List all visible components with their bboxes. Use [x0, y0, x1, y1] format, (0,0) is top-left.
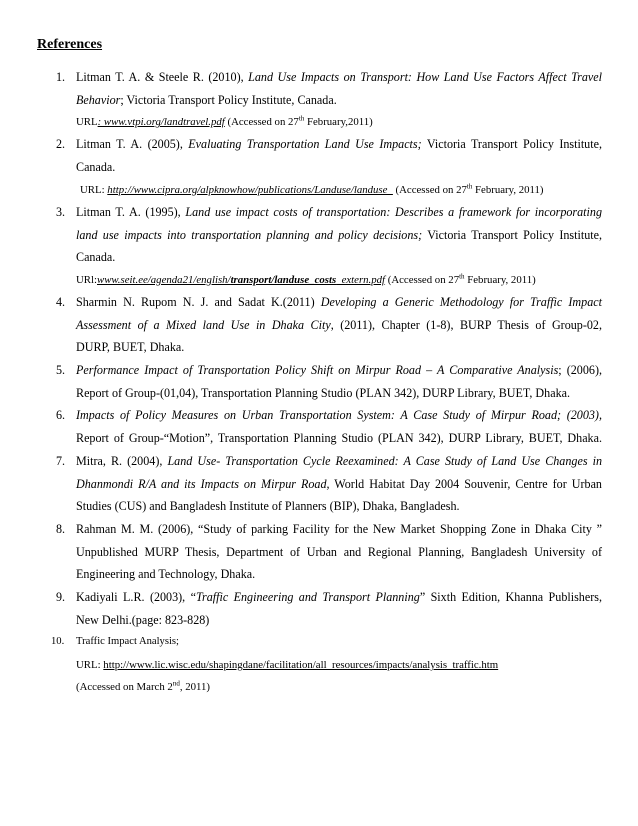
reference-title: Traffic Impact Analysis; [76, 636, 179, 648]
url-label: URL [76, 116, 98, 129]
reference-publisher-cont: New Delhi.(page: 823-828) [76, 612, 210, 627]
reference-authors: Kadiyali L.R. (2003), “ [76, 590, 196, 605]
reference-title-cont: land use impacts into transportation planning and policy decisions; [76, 227, 423, 242]
reference-title: Land use impact costs of transportation: Describes a framework for incorporating [185, 204, 602, 219]
reference-number: 3. [56, 204, 66, 219]
url-label: URL: [76, 659, 104, 672]
reference-title: Performance Impact of Transportation Policy Shift on Mirpur Road – A Comparative Analysis [76, 363, 559, 378]
reference-publisher: Report of Group-(01,04), Transportation Planning Studio (PLAN 342), DURP Library, BUET, Dhaka. [76, 385, 571, 400]
reference-year: ; (2006), [558, 363, 602, 378]
reference-number: 1. [56, 70, 66, 84]
reference-title-cont: Dhanmondi R/A and its Impacts on Mirpur Road, [76, 476, 330, 491]
ordinal-suffix: th [466, 182, 473, 191]
reference-publisher: Victoria Transport Policy Institute, [421, 137, 602, 152]
reference-title: Traffic Engineering and Transport Planning [195, 590, 420, 605]
accessed-date: (Accessed on 27 [392, 183, 467, 196]
reference-item-7 [0, 450, 638, 518]
reference-publisher: World Habitat Day 2004 Souvenir, Centre for Urban [329, 476, 602, 491]
reference-number: 7. [56, 453, 66, 468]
accessed-date: (Accessed on March 2 [76, 681, 173, 694]
reference-item-3 [0, 201, 638, 291]
reference-item-2 [0, 133, 638, 200]
reference-title-cont: Behavior [76, 92, 121, 107]
reference-authors: Litman T. A. (2005), [76, 137, 189, 152]
url-label: URL: [80, 183, 108, 196]
reference-title: Developing a Generic Methodology for Traffic Impact [320, 294, 602, 309]
reference-item-5 [0, 359, 638, 404]
reference-publisher-cont: DURP, BUET, Dhaka. [76, 340, 185, 355]
reference-item-10 [0, 631, 638, 698]
reference-publisher-cont: Studies (CUS) and Bangladesh Institute of Planners (BIP), Dhaka, Bangladesh. [76, 499, 460, 514]
accessed-date-cont: , 2011) [179, 681, 211, 694]
reference-link[interactable]: http://www.lic.wisc.edu/shapingdane/facilitation/all_resources/impacts/analysis_traffic.htm [103, 659, 499, 672]
reference-number: 5. [56, 363, 66, 378]
accessed-date-cont: February, 2011) [472, 183, 544, 196]
reference-publisher: , (2011), Chapter (1-8), BURP Thesis of Group-02, [330, 317, 602, 332]
reference-link[interactable]: http://www.cipra.org/alpknowhow/publications/Landuse/landuse_ [107, 183, 393, 196]
url-label: URl: [76, 273, 97, 286]
reference-publisher-cont: Engineering and Technology, Dhaka. [76, 567, 256, 582]
reference-item-4 [0, 291, 638, 359]
reference-link[interactable]: : www.vtpi.org/landtravel.pdf [97, 116, 225, 129]
reference-authors: Litman T. A. & Steele R. (2010), [76, 70, 249, 84]
reference-number: 10. [51, 636, 65, 648]
ordinal-suffix: th [298, 114, 305, 123]
reference-title: Evaluating Transportation Land Use Impacts; [188, 137, 422, 152]
accessed-date: (Accessed on 27 [385, 273, 460, 286]
reference-number: 4. [56, 294, 66, 309]
accessed-date-cont: February,2011) [304, 116, 373, 129]
reference-publisher: ” Sixth Edition, Khanna Publishers, [419, 590, 602, 605]
reference-authors: Rahman M. M. (2006), “Study of parking Facility for the New Market Shopping Zone in Dhaka City ” [76, 521, 602, 536]
ordinal-suffix: nd [172, 679, 180, 688]
reference-list [0, 66, 638, 698]
reference-number: 6. [56, 408, 66, 423]
reference-publisher: ; Victoria Transport Policy Institute, Canada. [120, 92, 337, 107]
reference-publisher-cont: Canada. [76, 250, 116, 265]
reference-title-cont: Assessment of a Mixed land Use in Dhaka City [76, 317, 331, 332]
page-title: References [37, 37, 103, 52]
reference-number: 2. [56, 137, 66, 152]
accessed-date-cont: February, 2011) [464, 273, 536, 286]
reference-number: 8. [56, 521, 66, 536]
reference-title: Land Use Impacts on Transport: How Land Use Factors Affect Travel [248, 70, 602, 84]
reference-number: 9. [56, 590, 66, 605]
link-part-end: _extern.pdf [336, 273, 386, 286]
reference-publisher-cont: Canada. [76, 160, 116, 175]
accessed-date: (Accessed on 27 [224, 116, 299, 129]
reference-title: Land Use- Transportation Cycle Reexamined: A Case Study of Land Use Changes in [167, 453, 602, 468]
reference-item-9 [0, 586, 638, 631]
reference-item-1 [0, 66, 638, 133]
reference-title: Impacts of Policy Measures on Urban Transportation System: A Case Study of Mirpur Road; (2003), [76, 408, 602, 423]
link-part: www.seit.ee/agenda21/english/ [97, 273, 231, 286]
ordinal-suffix: th [459, 272, 465, 281]
reference-authors: Mitra, R. (2004), [76, 453, 168, 468]
reference-item-6 [0, 404, 638, 449]
reference-publisher: Victoria Transport Policy Institute, [422, 227, 602, 242]
reference-link[interactable] [97, 274, 385, 286]
reference-authors: Litman T. A. (1995), [76, 204, 186, 219]
reference-publisher: Unpublished MURP Thesis, Department of Urban and Regional Planning, Bangladesh University of [76, 544, 602, 559]
reference-item-8 [0, 518, 638, 586]
reference-publisher: Report of Group-“Motion”, Transportation Planning Studio (PLAN 342), DURP Library, BUET, Dhaka. [76, 431, 602, 446]
link-part-bold: transport/landuse_costs [230, 273, 337, 286]
reference-authors: Sharmin N. Rupom N. J. and Sadat K.(2011) [76, 294, 321, 309]
